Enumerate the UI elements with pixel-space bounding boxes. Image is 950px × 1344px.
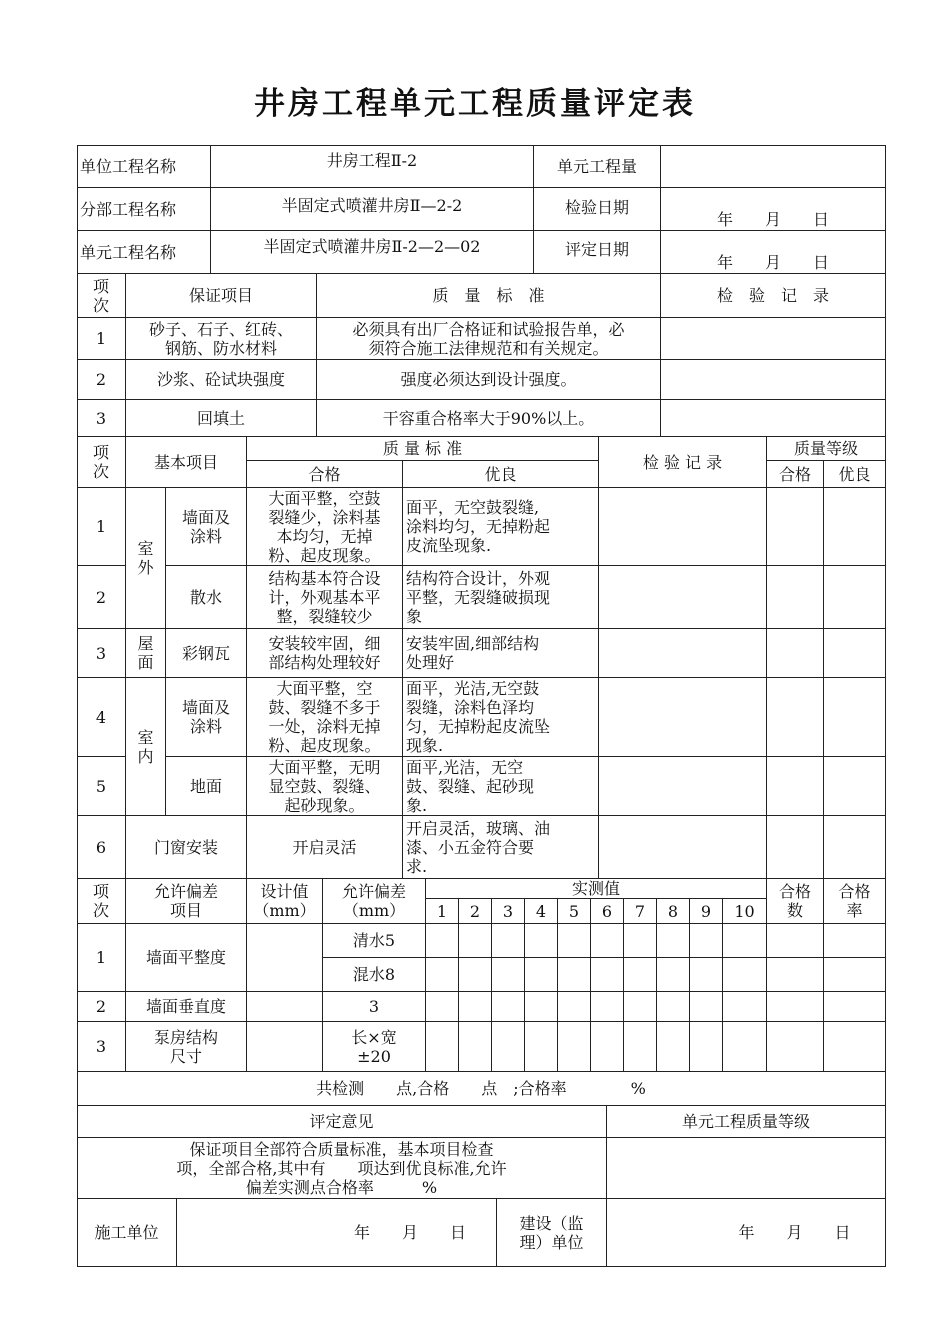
measurement-cell[interactable] [426, 924, 459, 958]
measurement-cell[interactable] [723, 958, 767, 992]
measurement-cell[interactable] [657, 958, 690, 992]
measurement-cell[interactable] [657, 992, 690, 1022]
measure-number-3: 3 [492, 899, 525, 924]
guarantee-row-2-standard: 强度必须达到设计强度。 [317, 360, 661, 400]
pass-rate-cell[interactable] [824, 1022, 886, 1072]
basic-row-5-good: 面平,光洁，无空 鼓、裂缝、起砂现 象. [403, 757, 599, 816]
deviation-row-1-allow-a: 清水5 [323, 924, 426, 958]
group-indoor: 室 内 [126, 678, 166, 816]
pass-rate-cell[interactable] [824, 992, 886, 1022]
guarantee-col-no: 项 次 [77, 274, 126, 318]
measurement-cell[interactable] [459, 992, 492, 1022]
basic-row-6-grade-pass[interactable] [767, 816, 824, 879]
deviation-col-allow: 允许偏差 （mm） [323, 879, 426, 924]
basic-row-3-item: 彩钢瓦 [166, 629, 247, 678]
pass-rate-cell[interactable] [824, 924, 886, 958]
unit-project-value: 井房工程Ⅱ-2 [211, 145, 534, 188]
basic-row-5-record[interactable] [599, 757, 767, 816]
pass-count-cell[interactable] [767, 924, 824, 958]
basic-row-2-good: 结构符合设计，外观 平整，无裂缝破损现 象 [403, 566, 599, 629]
measure-number-7: 7 [624, 899, 657, 924]
assessment-date-value: 年 月 日 [661, 231, 886, 274]
basic-row-1-pass: 大面平整，空鼓 裂缝少，涂料基 本均匀，无掉 粉、起皮现象。 [247, 488, 403, 566]
pass-count-cell[interactable] [767, 1022, 824, 1072]
basic-row-3-good: 安装牢固,细部结构 处理好 [403, 629, 599, 678]
basic-row-1-record[interactable] [599, 488, 767, 566]
measurement-cell[interactable] [525, 992, 558, 1022]
basic-row-4-grade-pass[interactable] [767, 678, 824, 757]
guarantee-row-1-no: 1 [77, 318, 126, 360]
guarantee-col-standard: 质 量 标 准 [317, 274, 661, 318]
measurement-cell[interactable] [657, 924, 690, 958]
measure-number-1: 1 [426, 899, 459, 924]
basic-row-1-grade-pass[interactable] [767, 488, 824, 566]
deviation-col-pass-count: 合格 数 [767, 879, 824, 924]
measure-number-10: 10 [723, 899, 767, 924]
guarantee-col-item: 保证项目 [126, 274, 317, 318]
basic-row-2-record[interactable] [599, 566, 767, 629]
basic-row-4-pass: 大面平整，空 鼓、裂缝不多于 一处，涂料无掉 粉、起皮现象。 [247, 678, 403, 757]
measurement-cell[interactable] [492, 924, 525, 958]
element-name-value: 半固定式喷灌井房Ⅱ-2—2—02 [211, 231, 534, 274]
deviation-row-2-item: 墙面垂直度 [126, 992, 247, 1022]
deviation-row-1-design[interactable] [247, 924, 323, 992]
measurement-cell[interactable] [558, 958, 591, 992]
deviation-row-3-design[interactable] [247, 1022, 323, 1072]
basic-row-2-no: 2 [77, 566, 126, 629]
measurement-cell[interactable] [426, 992, 459, 1022]
measurement-cell[interactable] [459, 958, 492, 992]
basic-row-3-pass: 安装较牢固，细 部结构处理较好 [247, 629, 403, 678]
basic-row-3-record[interactable] [599, 629, 767, 678]
guarantee-row-3-item: 回填土 [126, 400, 317, 437]
measurement-cell[interactable] [591, 1022, 624, 1072]
guarantee-row-3-no: 3 [77, 400, 126, 437]
guarantee-row-3-record[interactable] [661, 400, 886, 437]
measurement-cell[interactable] [492, 992, 525, 1022]
guarantee-col-record: 检 验 记 录 [661, 274, 886, 318]
pass-rate-cell[interactable] [824, 958, 886, 992]
opinion-text: 保证项目全部符合质量标准，基本项目检查 项，全部合格,其中有 项达到优良标准,允许 偏差实测点合格率 % [77, 1138, 607, 1199]
basic-col-good: 优良 [403, 461, 599, 488]
guarantee-row-1-item: 砂子、石子、红砖、 钢筋、防水材料 [126, 318, 317, 360]
assessment-date-label: 评定日期 [534, 231, 661, 274]
measurement-cell[interactable] [690, 992, 723, 1022]
basic-row-5-pass: 大面平整，无明 显空鼓、裂缝、 起砂现象。 [247, 757, 403, 816]
measurement-cell[interactable] [690, 924, 723, 958]
measurement-cell[interactable] [459, 1022, 492, 1072]
basic-col-grade-good: 优良 [824, 461, 886, 488]
deviation-row-2-no: 2 [77, 992, 126, 1022]
basic-row-3-grade-pass[interactable] [767, 629, 824, 678]
basic-row-2-grade-good[interactable] [824, 566, 886, 629]
inspection-summary: 共检测 点,合格 点 ;合格率 % [77, 1072, 886, 1106]
basic-col-no: 项 次 [77, 437, 126, 488]
opinion-label: 评定意见 [77, 1106, 607, 1138]
measurement-cell[interactable] [624, 924, 657, 958]
basic-col-pass: 合格 [247, 461, 403, 488]
measurement-cell[interactable] [723, 1022, 767, 1072]
basic-row-6-item: 门窗安装 [126, 816, 247, 879]
division-label: 分部工程名称 [77, 188, 211, 231]
deviation-row-2-design[interactable] [247, 992, 323, 1022]
basic-row-2-pass: 结构基本符合设 计，外观基本平 整，裂缝较少 [247, 566, 403, 629]
quality-grade-value[interactable] [607, 1138, 886, 1199]
pass-count-cell[interactable] [767, 958, 824, 992]
basic-row-2-grade-pass[interactable] [767, 566, 824, 629]
contractor-date[interactable]: 年 月 日 [177, 1199, 497, 1267]
guarantee-row-2-item: 沙浆、砼试块强度 [126, 360, 317, 400]
measurement-cell[interactable] [459, 924, 492, 958]
deviation-col-pass-rate: 合格 率 [824, 879, 886, 924]
contractor-label: 施工单位 [77, 1199, 177, 1267]
measurement-cell[interactable] [624, 1022, 657, 1072]
inspection-date-value: 年 月 日 [661, 188, 886, 231]
measure-number-6: 6 [591, 899, 624, 924]
basic-row-4-record[interactable] [599, 678, 767, 757]
measurement-cell[interactable] [558, 1022, 591, 1072]
deviation-col-item: 允许偏差 项目 [126, 879, 247, 924]
deviation-row-3-no: 3 [77, 1022, 126, 1072]
basic-row-3-grade-good[interactable] [824, 629, 886, 678]
basic-row-5-grade-pass[interactable] [767, 757, 824, 816]
owner-label: 建设（监 理）单位 [497, 1199, 607, 1267]
deviation-row-1-item: 墙面平整度 [126, 924, 247, 992]
measurement-cell[interactable] [657, 1022, 690, 1072]
basic-row-6-grade-good[interactable] [824, 816, 886, 879]
basic-row-4-item: 墙面及 涂料 [166, 678, 247, 757]
basic-row-2-item: 散水 [166, 566, 247, 629]
inspection-date-label: 检验日期 [534, 188, 661, 231]
measurement-cell[interactable] [723, 992, 767, 1022]
measurement-cell[interactable] [558, 992, 591, 1022]
basic-row-4-good: 面平，光洁,无空鼓 裂缝，涂料色泽均 匀，无掉粉起皮流坠 现象. [403, 678, 599, 757]
deviation-row-3-allow: 长×宽 ±20 [323, 1022, 426, 1072]
measurement-cell[interactable] [492, 958, 525, 992]
pass-count-cell[interactable] [767, 992, 824, 1022]
basic-row-1-item: 墙面及 涂料 [166, 488, 247, 566]
group-roof: 屋 面 [126, 629, 166, 678]
group-outdoor: 室 外 [126, 488, 166, 629]
deviation-row-1-allow-b: 混水8 [323, 958, 426, 992]
basic-row-5-grade-good[interactable] [824, 757, 886, 816]
deviation-row-3-item: 泵房结构 尺寸 [126, 1022, 247, 1072]
measurement-cell[interactable] [690, 958, 723, 992]
basic-row-6-record[interactable] [599, 816, 767, 879]
measurement-cell[interactable] [624, 958, 657, 992]
guarantee-row-2-record[interactable] [661, 360, 886, 400]
measurement-cell[interactable] [426, 1022, 459, 1072]
measurement-cell[interactable] [525, 1022, 558, 1072]
measurement-cell[interactable] [492, 1022, 525, 1072]
element-quantity-label: 单元工程量 [534, 145, 661, 188]
page-title: 井房工程单元工程质量评定表 [254, 86, 696, 122]
measurement-cell[interactable] [525, 958, 558, 992]
basic-row-4-no: 4 [77, 678, 126, 757]
measure-number-5: 5 [558, 899, 591, 924]
element-quantity-value [661, 145, 886, 188]
basic-row-6-pass: 开启灵活 [247, 816, 403, 879]
basic-col-standard: 质 量 标 准 [247, 437, 599, 461]
measurement-cell[interactable] [525, 924, 558, 958]
deviation-col-no: 项 次 [77, 879, 126, 924]
measurement-cell[interactable] [690, 1022, 723, 1072]
quality-grade-label: 单元工程质量等级 [607, 1106, 886, 1138]
owner-date[interactable]: 年 月 日 [607, 1199, 886, 1267]
basic-row-1-good: 面平，无空鼓裂缝, 涂料均匀，无掉粉起 皮流坠现象. [403, 488, 599, 566]
guarantee-row-2-no: 2 [77, 360, 126, 400]
basic-row-1-grade-good[interactable] [824, 488, 886, 566]
guarantee-row-3-standard: 干容重合格率大于90%以上。 [317, 400, 661, 437]
element-name-label: 单元工程名称 [77, 231, 211, 274]
measurement-cell[interactable] [591, 924, 624, 958]
guarantee-row-1-standard: 必须具有出厂合格证和试验报告单，必 须符合施工法律规范和有关规定。 [317, 318, 661, 360]
measurement-cell[interactable] [426, 958, 459, 992]
measurement-cell[interactable] [624, 992, 657, 1022]
basic-col-grade: 质量等级 [767, 437, 886, 461]
basic-col-record: 检 验 记 录 [599, 437, 767, 488]
measure-number-4: 4 [525, 899, 558, 924]
measurement-cell[interactable] [591, 992, 624, 1022]
basic-col-item: 基本项目 [126, 437, 247, 488]
deviation-row-2-allow: 3 [323, 992, 426, 1022]
basic-row-1-no: 1 [77, 488, 126, 566]
measure-number-8: 8 [657, 899, 690, 924]
basic-row-6-no: 6 [77, 816, 126, 879]
guarantee-row-1-record[interactable] [661, 318, 886, 360]
basic-row-5-no: 5 [77, 757, 126, 816]
measure-number-9: 9 [690, 899, 723, 924]
measurement-cell[interactable] [723, 924, 767, 958]
deviation-col-design: 设计值 （mm） [247, 879, 323, 924]
basic-row-4-grade-good[interactable] [824, 678, 886, 757]
deviation-col-measured: 实测值 [426, 879, 767, 899]
basic-row-6-good: 开启灵活，玻璃、油 漆、小五金符合要 求. [403, 816, 599, 879]
deviation-row-1-no: 1 [77, 924, 126, 992]
measurement-cell[interactable] [591, 958, 624, 992]
unit-project-label: 单位工程名称 [77, 145, 211, 188]
measure-number-2: 2 [459, 899, 492, 924]
basic-row-3-no: 3 [77, 629, 126, 678]
measurement-cell[interactable] [558, 924, 591, 958]
basic-row-5-item: 地面 [166, 757, 247, 816]
division-value: 半固定式喷灌井房Ⅱ—2-2 [211, 188, 534, 231]
basic-col-grade-pass: 合格 [767, 461, 824, 488]
